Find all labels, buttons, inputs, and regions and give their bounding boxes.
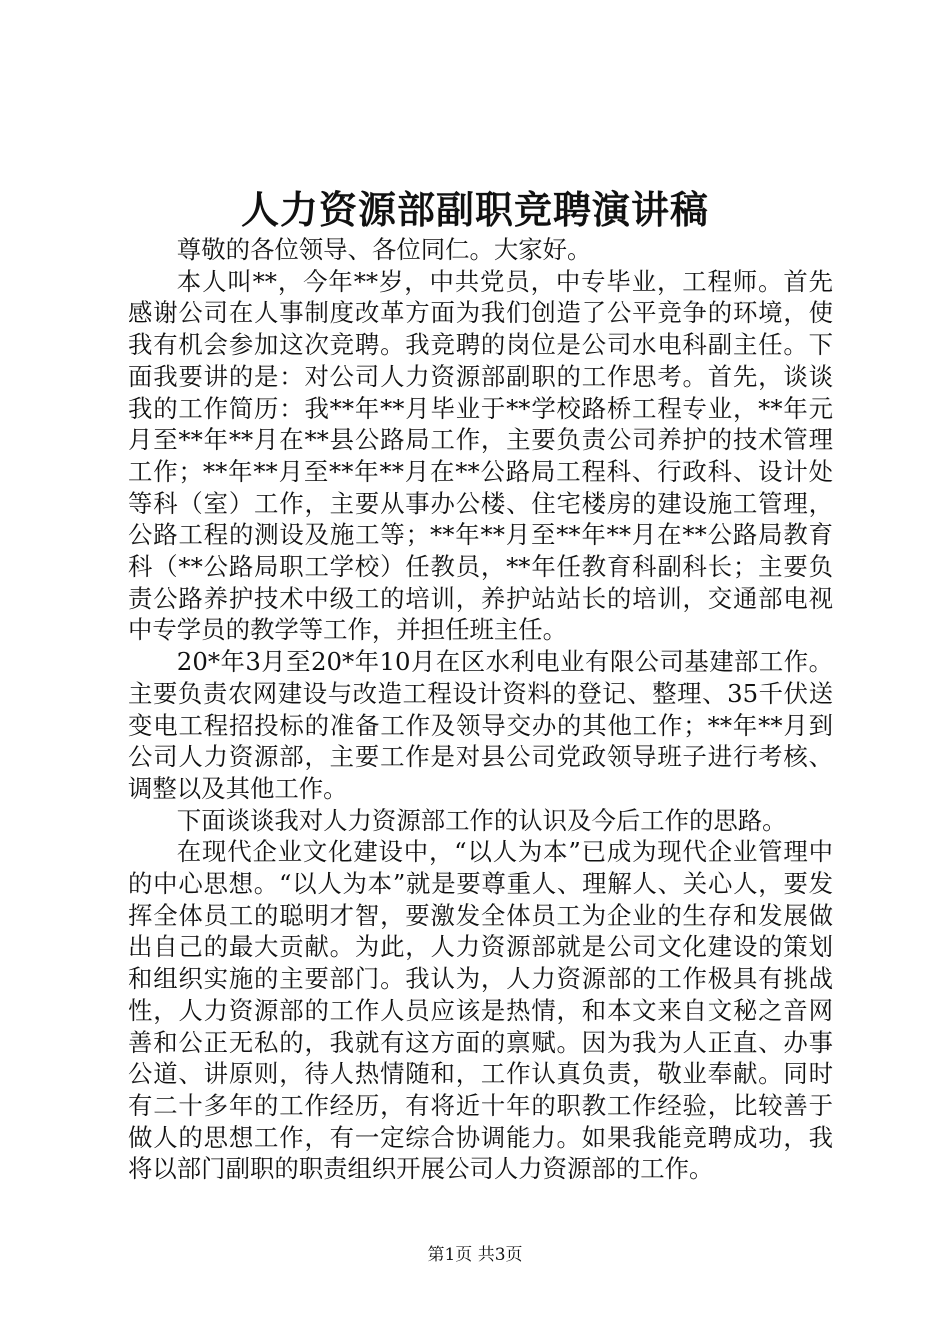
document-body [128, 234, 833, 1185]
paragraph-work-history: 20*年3月至20*年10月在区水利电业有限公司基建部工作。主要负责农网建设与改造工程设计资料的登记、整理、35千伏送变电工程招投标的准备工作及领导交办的其他工作；**年**月到公司人力资源部，主要工作是对县公司党政领导班子进行考核、调整以及其他工作。 [128, 647, 833, 803]
paragraph-greeting: 尊敬的各位领导、各位同仁。大家好。 [176, 235, 592, 264]
document-title: 人力资源部副职竞聘演讲稿 [240, 187, 709, 232]
paragraph-hr-understanding: 在现代企业文化建设中，“以人为本”已成为现代企业管理中的中心思想。“以人为本”就是要尊重人、理解人、关心人，要发挥全体员工的聪明才智，要激发全体员工为企业的生存和发展做出自己的最大贡献。为此，人力资源部就是公司文化建设的策划和组织实施的主要部门。我认为，人力资源部的工作极具有挑战性，人力资源部的工作人员应该是热情，和本文来自文秘之音网善和公正无私的，我就有这方面的禀赋。因为我为人正直、办事公道、讲原则，待人热情随和，工作认真负责，敬业奉献。同时有二十多年的工作经历，有将近十年的职教工作经验，比较善于做人的思想工作，有一定综合协调能力。如果我能竞聘成功，我将以部门副职的职责组织开展公司人力资源部的工作。 [128, 837, 833, 1184]
paragraph-transition: 下面谈谈我对人力资源部工作的认识及今后工作的思路。 [176, 805, 787, 835]
paragraph-introduction: 本人叫**，今年**岁，中共党员，中专毕业，工程师。首先感谢公司在人事制度改革方面为我们创造了公平竞争的环境，使我有机会参加这次竞聘。我竞聘的岗位是公司水电科副主任。下面我要讲的是：对公司人力资源部副职的工作思考。首先，谈谈我的工作简历：我**年**月毕业于**学校路桥工程专业，**年元月至**年**月在**县公路局工作，主要负责公司养护的技术管理工作；**年**月至**年**月在**公路局工程科、行政科、设计处等科（室）工作，主要从事办公楼、住宅楼房的建设施工管理，公路工程的测设及施工等；**年**月至**年**月在**公路局教育科（**公路局职工学校）任教员，**年任教育科副科长；主要负责公路养护技术中级工的培训，养护站站长的培训，交通部电视中专学员的教学等工作，并担任班主任。 [128, 266, 833, 645]
page-number-footer: 第1页 共3页 [427, 1245, 523, 1265]
